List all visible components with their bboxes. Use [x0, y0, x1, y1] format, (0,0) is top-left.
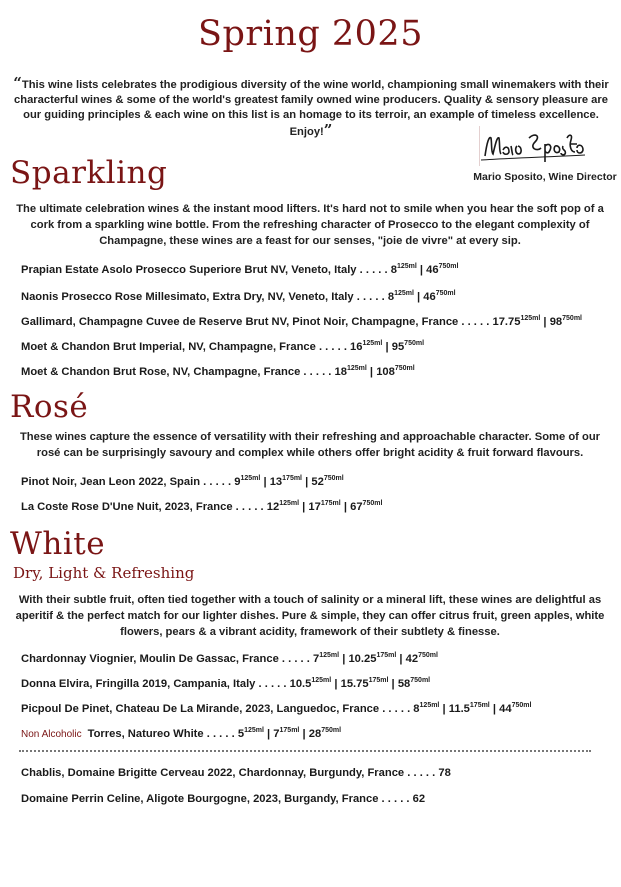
wine-name: Picpoul De Pinet, Chateau De La Mirande, 2023, Languedoc, France . . . . . [21, 703, 414, 715]
wine-name: Domaine Perrin Celine, Aligote Bourgogne, 2023, Burgandy, France . . . . . [21, 793, 413, 805]
wine-price: 58 [397, 678, 411, 690]
wine-price: 108 [376, 366, 395, 378]
wine-measure: 750ml [511, 702, 532, 709]
price-separator: | [396, 653, 406, 665]
wine-price: 9 [234, 476, 241, 488]
price-separator: | [263, 728, 274, 740]
wine-name: Chardonnay Viognier, Moulin De Gassac, France . . . . . [21, 653, 313, 665]
wine-price: 8 [413, 703, 420, 715]
wine-price: 98 [549, 316, 563, 328]
wine-price: 5 [237, 728, 245, 740]
wine-price: 11.5 [448, 703, 470, 715]
wine-item [21, 793, 425, 805]
wine-measure: 125ml [244, 727, 264, 734]
white-heading: White [10, 526, 106, 562]
white-description: With their subtle fruit, often tied together with a touch of salinity or a mineral lift, these wines are delightful as aperitif & the perfect match for our lighter dishes. Pure & simple, they can offer citrus fruit, green apples, white flowers, pears & a vibrant acidity, framework of their subtlety & finesse. [15, 594, 605, 638]
signature-image [479, 124, 587, 168]
sparkling-description: The ultimate celebration wines & the instant mood lifters. It's hard not to smile when you hear the soft pop of a cork from a sparkling wine bottle. From the refreshing character of Prosecco to the elegant complexity of Champagne, these wines are a feast for our senses, "joie de vivre" at every sip. [16, 203, 604, 247]
wine-price: 8 [387, 291, 395, 303]
price-separator: | [382, 341, 392, 353]
price-separator: | [340, 501, 351, 513]
price-separator: | [299, 728, 309, 740]
wine-measure: 125ml [396, 263, 417, 270]
wine-price: 8 [390, 264, 397, 276]
close-quote: ” [323, 121, 333, 139]
director-caption: Mario Sposito, Wine Director [473, 171, 617, 183]
price-separator: | [260, 476, 270, 488]
wine-measure: 750ml [394, 365, 415, 372]
wine-price: 15.75 [340, 678, 369, 690]
price-separator: | [388, 678, 398, 690]
price-separator: | [540, 316, 550, 328]
wine-measure: 125ml [311, 677, 332, 684]
wine-name: Torres, Natureo White . . . . . [87, 728, 238, 740]
wine-price: 62 [412, 793, 426, 805]
price-separator: | [331, 678, 341, 690]
wine-measure: 750ml [418, 652, 438, 659]
wine-name: La Coste Rose D'Une Nuit, 2023, France . . . . . [21, 501, 267, 513]
wine-price: 7 [313, 653, 320, 665]
wine-item [21, 500, 382, 513]
wine-price: 67 [350, 501, 363, 513]
wine-item [21, 767, 451, 779]
wine-price: 28 [308, 728, 322, 740]
wine-price: 52 [311, 476, 324, 488]
wine-measure: 125ml [419, 702, 440, 709]
wine-price: 13 [269, 476, 283, 488]
price-separator: | [416, 264, 427, 276]
price-separator: | [302, 476, 312, 488]
wine-measure: 175ml [469, 702, 490, 709]
wine-measure: 125ml [279, 500, 300, 507]
wine-price: 46 [426, 264, 439, 276]
wine-price: 17 [308, 501, 321, 513]
open-quote: “ [13, 74, 22, 92]
wine-measure: 125ml [319, 652, 340, 659]
wine-measure: 750ml [438, 263, 459, 270]
wine-name: Naonis Prosecco Rose Millesimato, Extra Dry, NV, Veneto, Italy . . . . . [21, 291, 388, 303]
wine-item [21, 315, 582, 328]
wine-price: 17.75 [492, 316, 521, 328]
wine-price: 44 [499, 703, 512, 715]
wine-measure: 175ml [279, 727, 300, 734]
wine-measure: 125ml [346, 365, 367, 372]
wine-name: Donna Elvira, Fringilla 2019, Campania, Italy . . . . . [21, 678, 290, 690]
wine-price: 18 [334, 366, 347, 378]
price-separator: | [299, 501, 309, 513]
wine-measure: 125ml [362, 340, 383, 347]
price-separator: | [489, 703, 500, 715]
wine-item [21, 677, 430, 690]
wine-measure: 750ml [562, 315, 582, 322]
wine-measure: 175ml [320, 500, 341, 507]
wine-item [21, 340, 424, 353]
white-subheading: Dry, Light & Refreshing [13, 564, 195, 582]
wine-measure: 175ml [282, 475, 303, 482]
wine-price: 46 [423, 291, 436, 303]
sparkling-heading: Sparkling [10, 155, 168, 191]
wine-measure: 750ml [321, 727, 342, 734]
wine-item [21, 290, 456, 303]
wine-item [21, 365, 415, 378]
wine-measure: 750ml [404, 340, 425, 347]
wine-measure: 750ml [435, 290, 456, 297]
wine-price: 78 [438, 767, 451, 779]
wine-name: Moet & Chandon Brut Rose, NV, Champagne, France . . . . . [21, 366, 335, 378]
wine-measure: 125ml [240, 475, 261, 482]
wine-item [21, 263, 458, 276]
rose-heading: Rosé [10, 389, 89, 425]
wine-measure: 750ml [410, 677, 431, 684]
price-separator: | [339, 653, 349, 665]
rose-description: These wines capture the essence of versatility with their refreshing and approachable character. Some of our rosé can be surprisingly savoury and complex while others offer bright acidity & fruit forward flavours. [19, 431, 601, 459]
price-separator: | [439, 703, 449, 715]
non-alcoholic-tag: Non Alcoholic [21, 729, 82, 740]
wine-price: 16 [350, 341, 363, 353]
wine-price: 10.25 [348, 653, 377, 665]
wine-item [21, 702, 531, 715]
wine-price: 10.5 [289, 678, 312, 690]
wine-measure: 750ml [323, 475, 344, 482]
wine-item [21, 727, 341, 740]
wine-measure: 175ml [368, 677, 389, 684]
intro-text: This wine lists celebrates the prodigious diversity of the wine world, championing small winemakers with their characterful wines & some of the world's greatest family owned wine producers. Quality & sensory pleasure are our guiding principles & each wine on this list is an homage to its terroir, an example of timeless excellence. Enjoy! [14, 79, 609, 138]
wine-item [21, 475, 344, 488]
wine-price: 7 [273, 728, 280, 740]
wine-measure: 125ml [520, 315, 541, 322]
wine-measure: 175ml [376, 652, 397, 659]
wine-name: Pinot Noir, Jean Leon 2022, Spain . . . . . [21, 476, 235, 488]
wine-name: Moet & Chandon Brut Imperial, NV, Champagne, France . . . . . [21, 341, 351, 353]
wine-name: Gallimard, Champagne Cuvee de Reserve Brut NV, Pinot Noir, Champagne, France . . . . . [21, 316, 493, 328]
dotted-divider [19, 750, 591, 752]
wine-measure: 125ml [394, 290, 414, 297]
price-separator: | [413, 291, 424, 303]
wine-item [21, 652, 438, 665]
wine-name: Chablis, Domaine Brigitte Cerveau 2022, Chardonnay, Burgundy, France . . . . . [21, 767, 439, 779]
price-separator: | [366, 366, 377, 378]
wine-measure: 750ml [362, 500, 383, 507]
wine-price: 95 [391, 341, 405, 353]
wine-name: Prapian Estate Asolo Prosecco Superiore Brut NV, Veneto, Italy . . . . . [21, 264, 391, 276]
wine-price: 42 [405, 653, 419, 665]
page-title: Spring 2025 [198, 14, 423, 54]
wine-price: 12 [266, 501, 280, 513]
